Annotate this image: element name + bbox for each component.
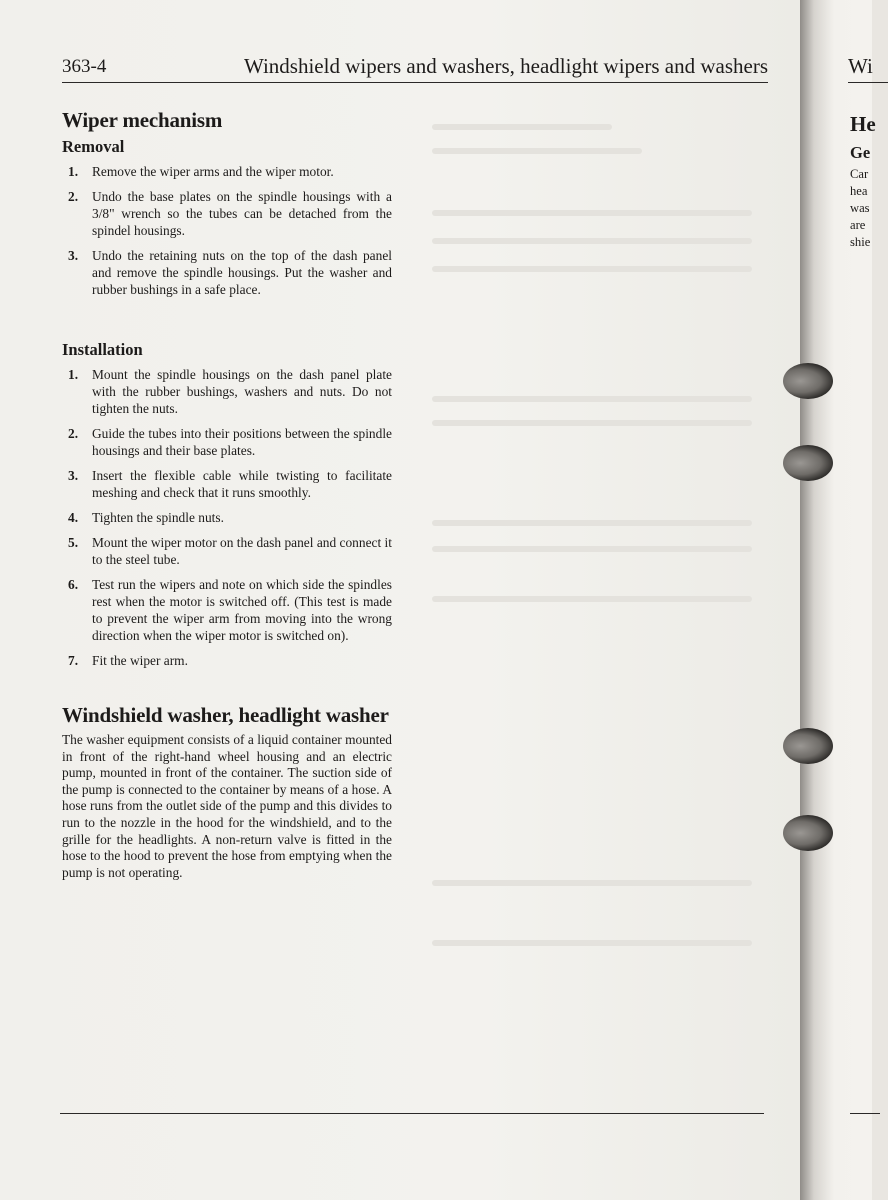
adjacent-page-footer-rule <box>850 1113 880 1114</box>
show-through-line <box>432 396 752 402</box>
section-title-wiper-mechanism: Wiper mechanism <box>62 108 223 132</box>
washer-description: The washer equipment consists of a liquid container mounted in front of the right-hand wheel housing and an electric pump, mounted in front of the container. The suction side of the pump is connected to the container by means of a hose. A hose runs from the outlet side of the pump and this divides to run to the nozzle in the hood for the windshield, and to the grille for the headlights. A non-return valve is fitted in the hose to the hood to prevent the hose from emptying when the pump is not operating. <box>62 732 392 880</box>
adjacent-page-header: Wi <box>848 54 888 83</box>
running-header <box>62 54 768 83</box>
installation-step: 4. Tighten the spindle nuts. <box>68 510 224 525</box>
show-through-line <box>432 266 752 272</box>
removal-step: 3. Undo the retaining nuts on the top of the dash panel and remove the spindle housings. Put the washer and rubber bushings in a safe place. <box>68 248 392 297</box>
adjacent-page-title: He <box>850 112 876 136</box>
show-through-line <box>432 880 752 886</box>
left-column <box>62 108 392 881</box>
removal-steps <box>62 163 392 298</box>
installation-step: 6. Test run the wipers and note on which side the spindles rest when the motor is switched off. (This test is made to prevent the wiper arm from moving into the wrong direction when the wiper motor is switched on). <box>68 577 392 643</box>
binder-hole <box>783 445 833 481</box>
removal-step: 2. Undo the base plates on the spindle housings with a 3/8" wrench so the tubes can be detached from the spindel housings. <box>68 189 392 238</box>
show-through-line <box>432 520 752 526</box>
installation-step: 2. Guide the tubes into their positions between the spindle housings and their base plates. <box>68 426 392 458</box>
installation-steps <box>62 366 392 669</box>
show-through-line <box>432 238 752 244</box>
installation-step: 3. Insert the flexible cable while twisting to facilitate meshing and check that it runs smoothly. <box>68 468 392 500</box>
show-through-line <box>432 420 752 426</box>
binder-hole <box>783 728 833 764</box>
section-title-washer: Windshield washer, headlight washer <box>62 703 389 727</box>
subheading-removal: Removal <box>62 137 125 156</box>
show-through-line <box>432 210 752 216</box>
installation-step: 7. Fit the wiper arm. <box>68 653 188 668</box>
removal-step: 1. Remove the wiper arms and the wiper motor. <box>68 164 334 179</box>
installation-step: 1. Mount the spindle housings on the dash panel plate with the rubber bushings, washers and nuts. Do not tighten the nuts. <box>68 367 392 416</box>
installation-step: 5. Mount the wiper motor on the dash panel and connect it to the steel tube. <box>68 535 392 567</box>
show-through-line <box>432 596 752 602</box>
page-number: 363-4 <box>62 56 107 77</box>
show-through-line <box>432 940 752 946</box>
footer-rule <box>60 1113 764 1114</box>
binder-hole <box>783 363 833 399</box>
binder-hole <box>783 815 833 851</box>
show-through-line <box>432 148 642 154</box>
adjacent-page-text: Car hea was are shie <box>850 167 871 249</box>
adjacent-page-subtitle: Ge <box>850 143 871 162</box>
show-through-line <box>432 124 612 130</box>
show-through-line <box>432 546 752 552</box>
subheading-installation: Installation <box>62 340 143 359</box>
running-title: Windshield wipers and washers, headlight wipers and washers <box>243 54 768 78</box>
